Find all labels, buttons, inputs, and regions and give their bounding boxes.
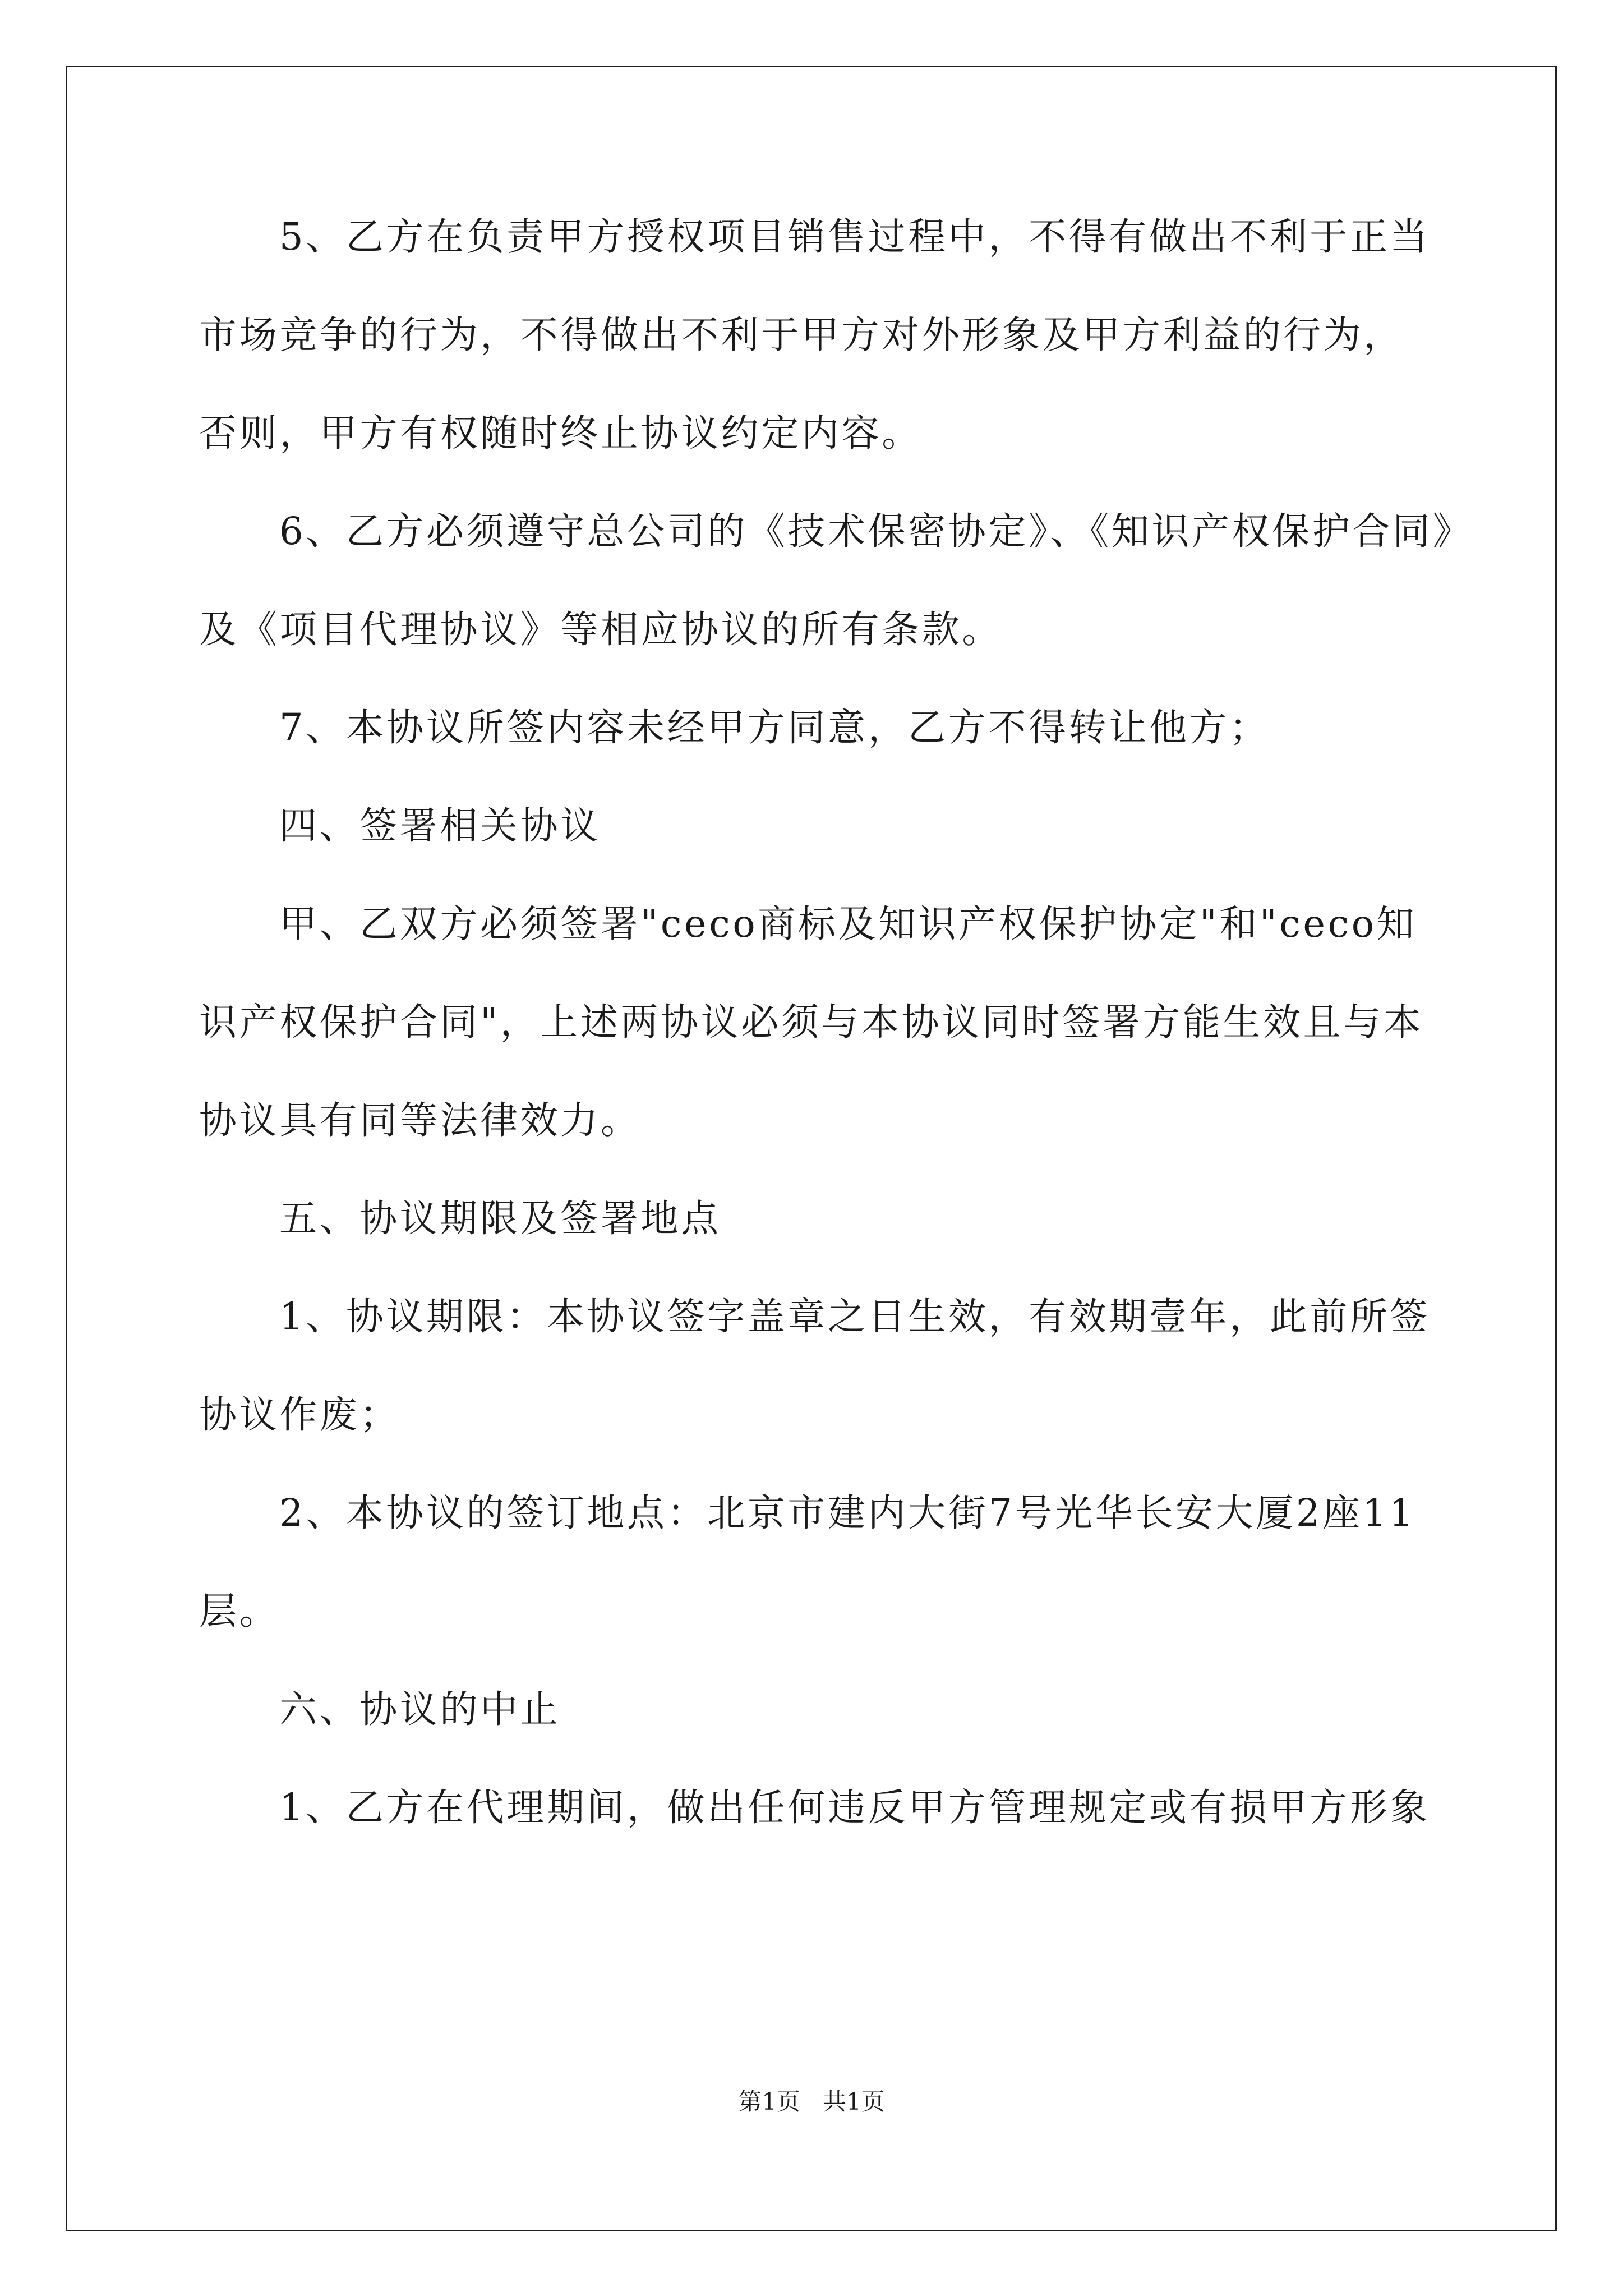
section-heading: 五、协议期限及签署地点 bbox=[279, 1197, 721, 1240]
paragraph-line: 1、乙方在代理期间，做出任何违反甲方管理规定或有损甲方形象 bbox=[279, 1786, 1431, 1829]
paragraph-line: 层。 bbox=[199, 1589, 280, 1633]
paragraph-line: 6、乙方必须遵守总公司的《技术保密协定》、《知识产权保护合同》 bbox=[279, 509, 1473, 553]
page-border bbox=[66, 66, 1557, 2231]
paragraph-line: 5、乙方在负责甲方授权项目销售过程中，不得有做出不利于正当 bbox=[279, 215, 1431, 259]
paragraph-line: 7、本协议所签内容未经甲方同意，乙方不得转让他方； bbox=[279, 706, 1270, 749]
section-heading: 四、签署相关协议 bbox=[279, 804, 601, 848]
paragraph-line: 1、协议期限：本协议签字盖章之日生效，有效期壹年，此前所签 bbox=[279, 1295, 1431, 1338]
paragraph-line: 2、本协议的签订地点：北京市建内大街7号光华长安大厦2座11 bbox=[279, 1491, 1416, 1535]
paragraph-line: 协议具有同等法律效力。 bbox=[199, 1098, 641, 1142]
paragraph-line: 协议作废； bbox=[199, 1393, 400, 1437]
paragraph-line: 市场竞争的行为，不得做出不利于甲方对外形象及甲方利益的行为， bbox=[199, 313, 1404, 357]
paragraph-line: 甲、乙双方必须签署"ceco商标及知识产权保护协定"和"ceco知 bbox=[279, 902, 1417, 946]
section-heading: 六、协议的中止 bbox=[279, 1687, 561, 1731]
paragraph-line: 否则，甲方有权随时终止协议约定内容。 bbox=[199, 411, 922, 455]
page-footer: 第1页 共1页 bbox=[738, 2088, 885, 2115]
paragraph-line: 及《项目代理协议》等相应协议的所有条款。 bbox=[199, 608, 1002, 651]
paragraph-line: 识产权保护合同"，上述两协议必须与本协议同时签署方能生效且与本 bbox=[199, 1000, 1424, 1044]
